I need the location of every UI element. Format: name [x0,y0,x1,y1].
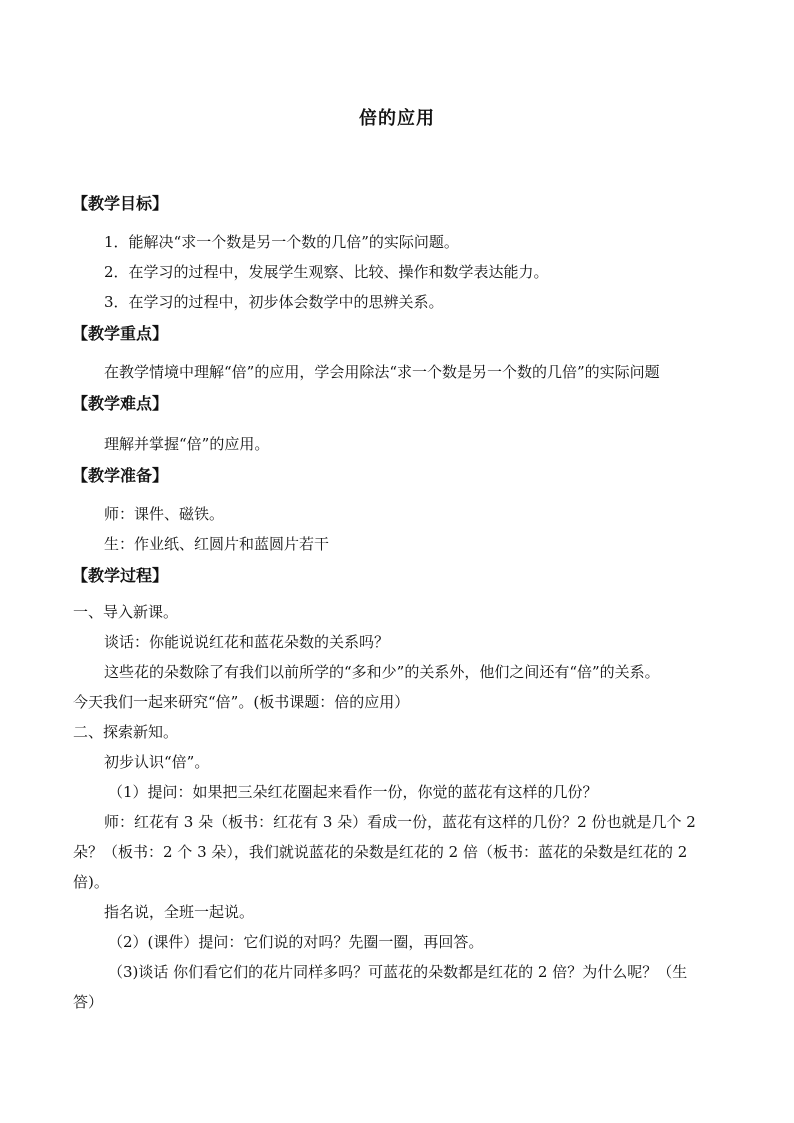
page-title: 倍的应用 [359,108,435,129]
objective-item-3: 3．在学习的过程中，初步体会数学中的思辨关系。 [104,293,444,311]
process-question-2: （2）(课件）提问：它们说的对吗？先圈一圈，再回答。 [108,933,484,951]
process-teacher-line2: 朵？（板书：2 个 3 朵），我们就说蓝花的朵数是红花的 2 倍（板书：蓝花的朵数是红花的 2 [73,843,688,861]
preparation-teacher: 师：课件、磁铁。 [104,505,225,523]
process-part1-para-line2: 今天我们一起来研究“倍”。(板书课题：倍的应用） [73,693,410,711]
difficulties-text: 理解并掌握“倍”的应用。 [104,435,270,453]
heading-process: 【教学过程】 [72,566,169,585]
heading-preparation: 【教学准备】 [72,466,169,485]
process-question-1: （1）提问：如果把三朵红花圈起来看作一份，你觉的蓝花有这样的几份？ [108,783,598,801]
process-part2-title: 二、探索新知。 [73,723,179,741]
objective-item-1: 1．能解决“求一个数是另一个数的几倍”的实际问题。 [104,233,459,251]
key-points-text: 在教学情境中理解“倍”的应用，学会用除法“求一个数是另一个数的几倍”的实际问题 [104,363,660,381]
process-teacher-line3: 倍)。 [73,873,109,891]
process-part2-intro: 初步认识“倍”。 [104,753,210,771]
process-part1-para-line1: 这些花的朵数除了有我们以前所学的“多和少”的关系外，他们之间还有“倍”的关系。 [104,663,660,681]
process-teacher-line1: 师：红花有 3 朵（板书：红花有 3 朵）看成一份，蓝花有这样的几份？2 份也就是几个 2 [104,813,696,831]
heading-objectives: 【教学目标】 [72,194,169,213]
document-body [0,187,794,1017]
heading-difficulties: 【教学难点】 [72,394,169,413]
process-part1-talk: 谈话：你能说说红花和蓝花朵数的关系吗？ [104,633,390,651]
process-question-3-line2: 答） [73,993,104,1011]
objective-item-2: 2．在学习的过程中，发展学生观察、比较、操作和数学表达能力。 [104,263,549,281]
process-part1-title: 一、导入新课。 [73,603,179,621]
process-question-3-line1: （3)谈话 你们看它们的花片同样多吗？可蓝花的朵数都是红花的 2 倍？为什么呢？（生 [108,963,688,981]
heading-key-points: 【教学重点】 [72,324,169,343]
process-call-on: 指名说，全班一起说。 [104,903,255,921]
preparation-student: 生：作业纸、红圆片和蓝圆片若干 [104,535,330,553]
